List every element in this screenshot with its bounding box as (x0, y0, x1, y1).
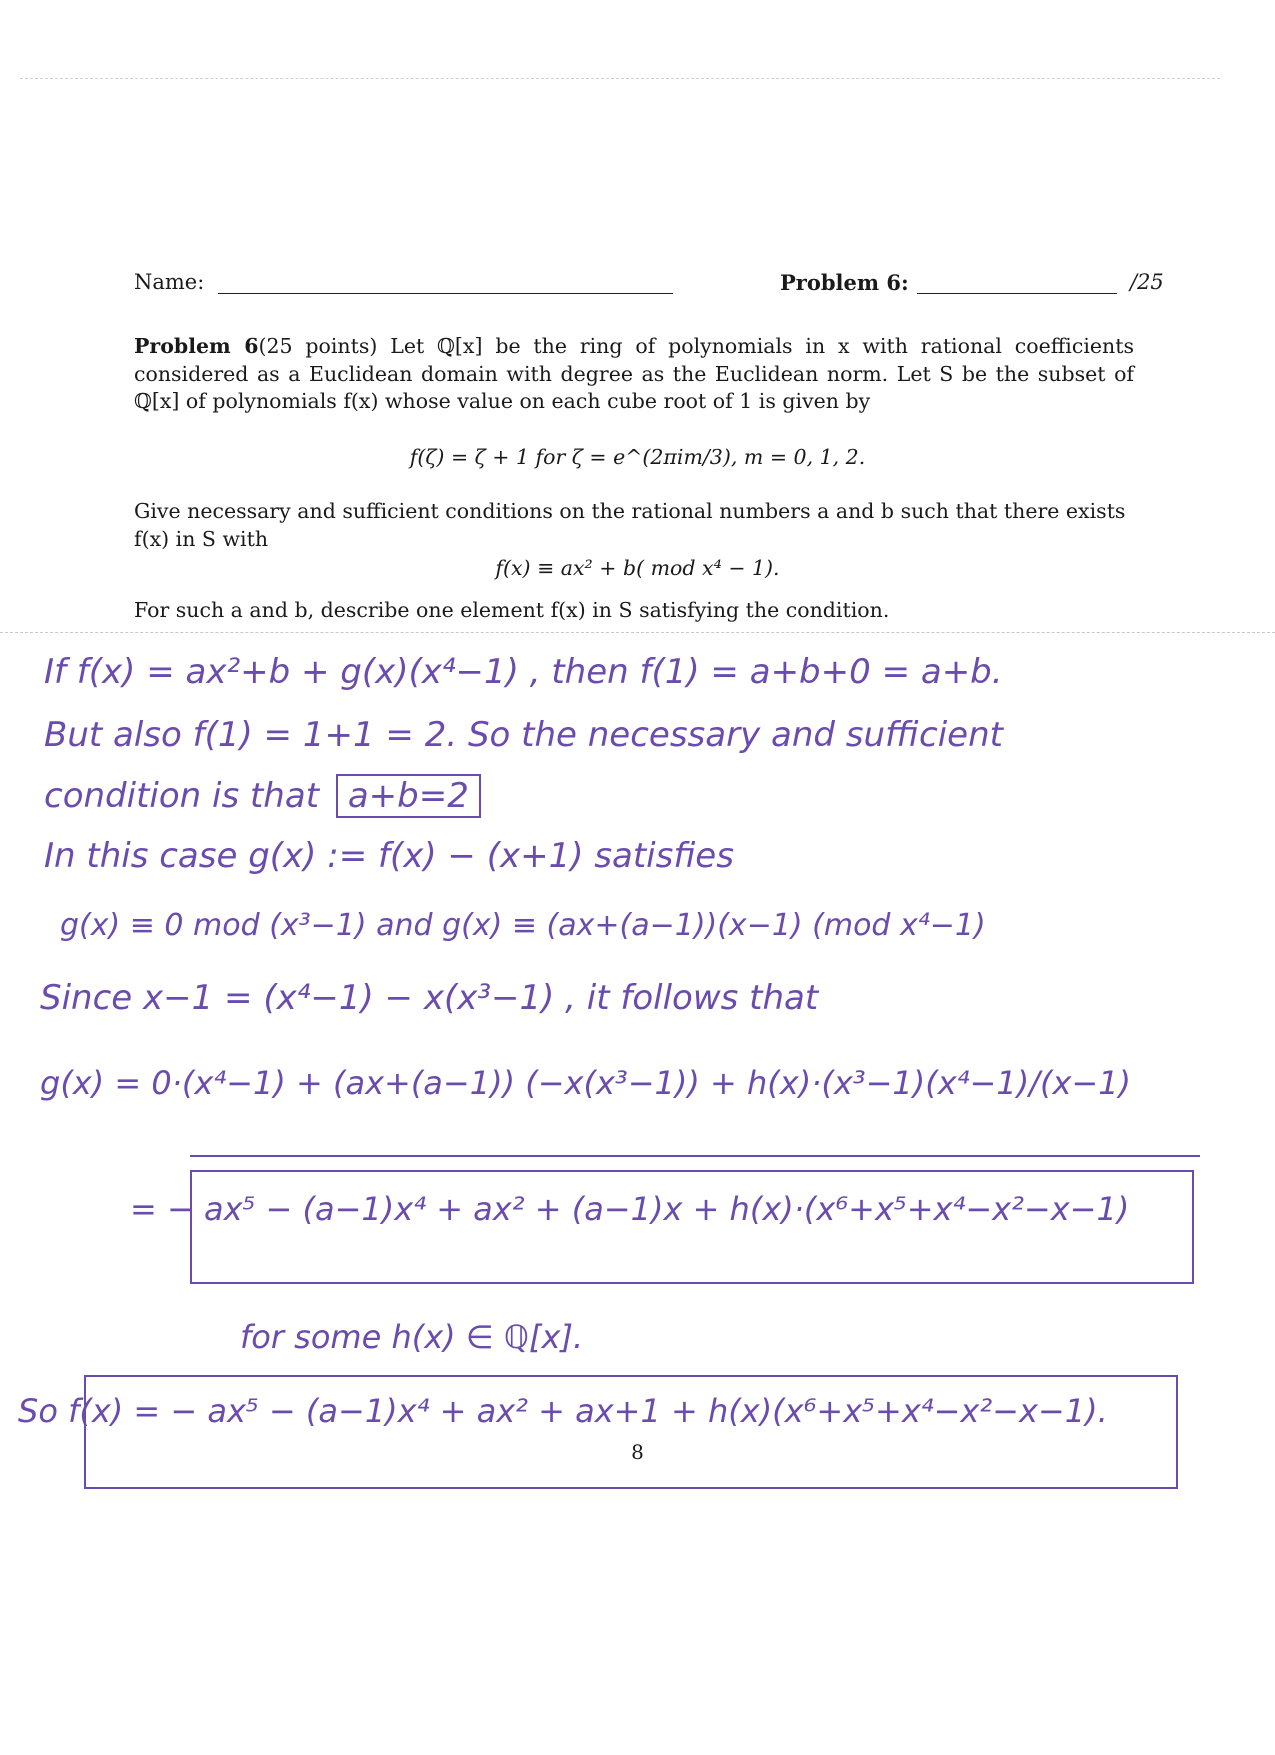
solution-line-1: If f(x) = ax²+b + g(x)(x⁴−1) , then f(1) = a+b+0 = a+b. (44, 652, 1003, 692)
problem-statement (134, 333, 1134, 416)
solution-line-3 (44, 776, 481, 816)
solution-line-10: So f(x) = − ax⁵ − (a−1)x⁴ + ax² + ax+1 + h(x)(x⁶+x⁵+x⁴−x²−x−1). (18, 1392, 1108, 1430)
solution-line-6: Since x−1 = (x⁴−1) − x(x³−1) , it follows that (40, 978, 819, 1018)
divider-line (0, 632, 1275, 633)
name-label: Name: (134, 270, 205, 294)
max-points: /25 (1130, 270, 1164, 294)
problem-followup: For such a and b, describe one element f(x) in S satisfying the condition. (134, 598, 890, 622)
solution-line-7: g(x) = 0·(x⁴−1) + (ax+(a−1)) (−x(x³−1)) + h(x)·(x³−1)(x⁴−1)/(x−1) (40, 1064, 1132, 1102)
condition-prefix: condition is that (44, 776, 320, 816)
solution-line-2: But also f(1) = 1+1 = 2. So the necessary and sufficient (44, 715, 1003, 755)
problem-heading: Problem 6 (134, 334, 259, 358)
problem-text: Let ℚ[x] be the ring of polynomials in x with rational coefficients considered as a Euclidean domain with degree as the Euclidean norm. Let S be the subset of ℚ[x] of polynomials f(x) whose value on each cube root of 1 is given by (134, 334, 1134, 413)
solution-line-9: for some h(x) ∈ ℚ[x]. (240, 1318, 584, 1356)
name-blank-line (218, 293, 673, 294)
problem-question: Give necessary and sufficient conditions on the rational numbers a and b such that there exists f(x) in S with (134, 499, 1126, 551)
solution-underline (190, 1155, 1200, 1157)
page-number: 8 (631, 1440, 644, 1464)
condition-boxed: a+b=2 (336, 774, 481, 818)
problem-points: (25 points) (258, 334, 378, 358)
score-blank-line (917, 293, 1117, 294)
solution-line-5: g(x) ≡ 0 mod (x³−1) and g(x) ≡ (ax+(a−1))(x−1) (mod x⁴−1) (60, 908, 986, 943)
exam-header (0, 268, 1275, 304)
solution-line-4: In this case g(x) := f(x) − (x+1) satisfies (44, 836, 734, 876)
problem-label: Problem 6: (780, 270, 909, 295)
scan-top-rule (20, 78, 1220, 79)
equation-cube-roots: f(ζ) = ζ + 1 for ζ = e^(2πim/3), m = 0, 1, 2. (409, 445, 866, 469)
solution-line-8: = − ax⁵ − (a−1)x⁴ + ax² + (a−1)x + h(x)·(x⁶+x⁵+x⁴−x²−x−1) (130, 1190, 1130, 1228)
equation-congruence: f(x) ≡ ax² + b( mod x⁴ − 1). (495, 556, 780, 580)
